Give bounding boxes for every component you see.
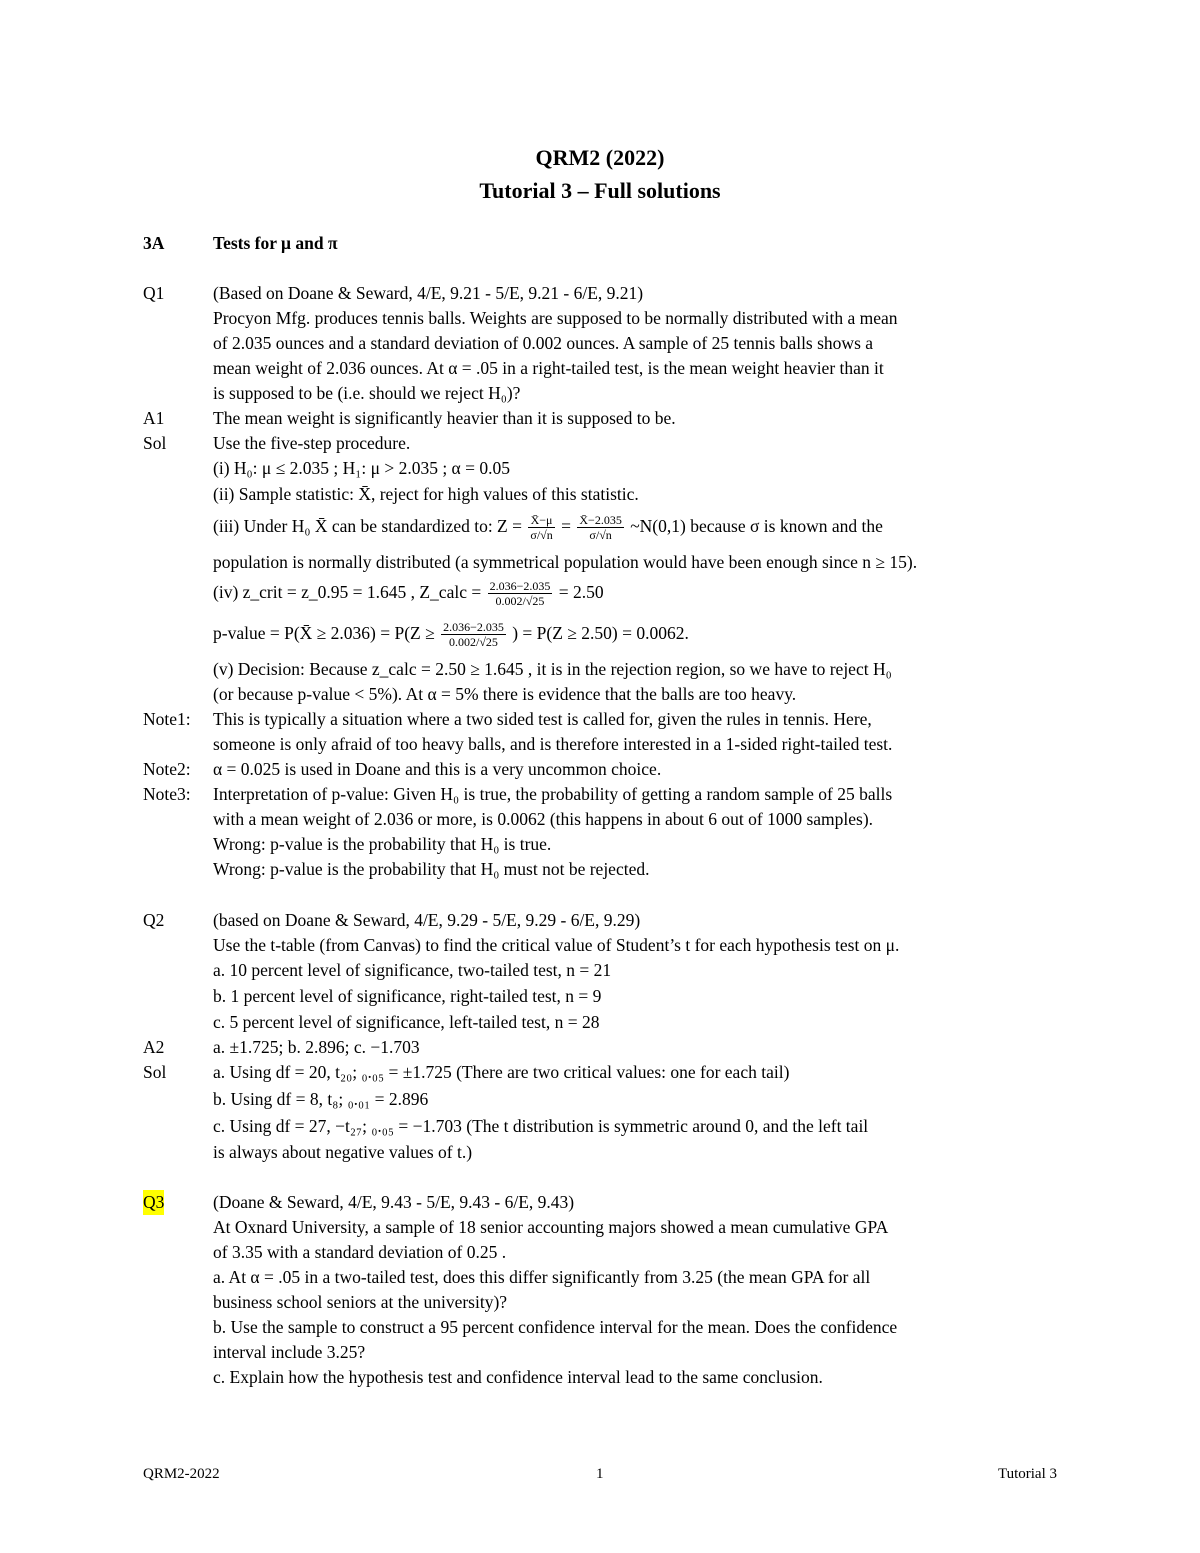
doc-title-line2: Tutorial 3 – Full solutions: [479, 178, 721, 203]
step3-fraction-2: [577, 513, 623, 542]
sol2-text-line: is always about negative values of t.): [213, 1142, 473, 1162]
q3-text-line: c. Explain how the hypothesis test and confidence interval lead to the same conclusion.: [213, 1367, 823, 1387]
footer-page-number: 1: [596, 1466, 604, 1482]
note1-text: This is typically a situation where a two sided test is called for, given the rules in tennis. Here,: [213, 709, 872, 729]
q2-text-line: c. 5 percent level of significance, left-tailed test, n = 28: [213, 1012, 600, 1032]
q1-text-line: is supposed to be (i.e. should we reject H₀)?: [213, 383, 521, 403]
fraction-numerator: X̄−μ: [528, 513, 554, 528]
sol1-step4-row: [143, 573, 1143, 613]
q2-text-line: b. 1 percent level of significance, right-tailed test, n = 9: [213, 986, 602, 1006]
q3-text-line: business school seniors at the university)?: [213, 1292, 508, 1312]
q3-text-line: a. At α = .05 in a two-tailed test, does this differ significantly from 3.25 (the mean GPA for all: [213, 1267, 871, 1287]
sol1-step2: (ii) Sample statistic: X̄, reject for high values of this statistic.: [213, 484, 639, 504]
step3-prefix: (iii) Under H₀ X̄ can be standardized to: Z =: [213, 516, 522, 536]
section-label: 3A: [143, 233, 165, 253]
sol1-step3: [213, 507, 883, 545]
step3-suffix: ~N(0,1) because σ is known and the: [630, 516, 883, 536]
note3-text: Wrong: p-value is the probability that H₀ is true.: [213, 834, 552, 854]
footer-right: Tutorial 3: [997, 1466, 1057, 1482]
q3-text-line: interval include 3.25?: [213, 1342, 366, 1362]
q2-label: Q2: [143, 910, 165, 930]
note2-label: Note2:: [143, 759, 191, 779]
step4-suffix: = 2.50: [558, 582, 604, 602]
q1-source: (Based on Doane & Seward, 4/E, 9.21 - 5/E, 9.21 - 6/E, 9.21): [213, 283, 644, 303]
sol1-pvalue: [213, 614, 689, 652]
sol2-text-line: a. Using df = 20, t₂₀; ₀.₀₅ = ±1.725 (There are two critical values: one for each tail): [213, 1062, 790, 1082]
note1-text: someone is only afraid of too heavy balls, and is therefore interested in a 1-sided right-tailed test.: [213, 734, 893, 754]
step4-prefix: (iv) z_crit = z_0.95 = 1.645 , Z_calc =: [213, 582, 482, 602]
q3-source: (Doane & Seward, 4/E, 9.43 - 5/E, 9.43 - 6/E, 9.43): [213, 1192, 575, 1212]
footer-left: QRM2-2022: [143, 1466, 220, 1482]
q3-text-line: At Oxnard University, a sample of 18 senior accounting majors showed a mean cumulative GPA: [213, 1217, 889, 1237]
note3-label: Note3:: [143, 784, 191, 804]
fraction-denominator: 0.002/√25: [449, 635, 498, 650]
sol1-step5b: (or because p-value < 5%). At α = 5% there is evidence that the balls are too heavy.: [213, 684, 797, 704]
note3-text: with a mean weight of 2.036 or more, is 0.0062 (this happens in about 6 out of 1000 samples).: [213, 809, 874, 829]
step4-fraction: [488, 579, 553, 608]
fraction-denominator: σ/√n: [589, 528, 612, 543]
note3-text: Wrong: p-value is the probability that H₀ must not be rejected.: [213, 859, 650, 879]
sol1-step3c: population is normally distributed (a symmetrical population would have been enough since n ≥ 15).: [213, 552, 918, 572]
q2-text-line: a. 10 percent level of significance, two-tailed test, n = 21: [213, 960, 612, 980]
a2-label: A2: [143, 1037, 165, 1057]
sol1-step3-row: [143, 507, 1143, 547]
q1-text-line: of 2.035 ounces and a standard deviation of 0.002 ounces. A sample of 25 tennis balls shows a: [213, 333, 874, 353]
note1-label: Note1:: [143, 709, 191, 729]
sol1-step4: [213, 573, 604, 611]
sol1-step5a: (v) Decision: Because z_calc = 2.50 ≥ 1.645 , it is in the rejection region, so we have to reject H₀: [213, 659, 892, 679]
fraction-denominator: σ/√n: [530, 528, 553, 543]
a1-text: The mean weight is significantly heavier than it is supposed to be.: [213, 408, 676, 428]
sol2-text-line: c. Using df = 27, −t₂₇; ₀.₀₅ = −1.703 (The t distribution is symmetric around 0, and the left tail: [213, 1116, 869, 1136]
fraction-denominator: 0.002/√25: [495, 594, 545, 609]
sol2-label: Sol: [143, 1062, 167, 1082]
note3-text: Interpretation of p-value: Given H₀ is true, the probability of getting a random sample of 25 balls: [213, 784, 893, 804]
q3-text-line: of 3.35 with a standard deviation of 0.25 .: [213, 1242, 507, 1262]
pvalue-fraction: [441, 620, 506, 649]
step3-equals: =: [561, 516, 572, 536]
section-title: Tests for μ and π: [213, 233, 338, 253]
step3-fraction-1: [528, 513, 554, 542]
q2-source: (based on Doane & Seward, 4/E, 9.29 - 5/E, 9.29 - 6/E, 9.29): [213, 910, 641, 930]
q1-text-line: mean weight of 2.036 ounces. At α = .05 in a right-tailed test, is the mean weight heavier than it: [213, 358, 884, 378]
note2-text: α = 0.025 is used in Doane and this is a very uncommon choice.: [213, 759, 662, 779]
a1-label: A1: [143, 408, 165, 428]
fraction-numerator: X̄−2.035: [579, 513, 622, 528]
fraction-numerator: 2.036−2.035: [443, 620, 504, 635]
pvalue-prefix: p-value = P(X̄ ≥ 2.036) = P(Z ≥: [213, 623, 435, 643]
doc-title-line1: QRM2 (2022): [535, 145, 665, 170]
q3-text-line: b. Use the sample to construct a 95 percent confidence interval for the mean. Does the confidence: [213, 1317, 898, 1337]
q1-text-line: Procyon Mfg. produces tennis balls. Weights are supposed to be normally distributed with a mean: [213, 308, 898, 328]
sol1-pvalue-row: [143, 614, 1143, 654]
a2-text: a. ±1.725; b. 2.896; c. −1.703: [213, 1037, 420, 1057]
q1-label: Q1: [143, 283, 165, 303]
q2-text-line: Use the t-table (from Canvas) to find the critical value of Student’s t for each hypothesis test on μ.: [213, 935, 900, 955]
pvalue-suffix: ) = P(Z ≥ 2.50) = 0.0062.: [512, 623, 689, 643]
sol1-intro: Use the five-step procedure.: [213, 433, 411, 453]
q3-label: Q3: [143, 1190, 164, 1215]
fraction-numerator: 2.036−2.035: [489, 579, 551, 594]
sol1-label: Sol: [143, 433, 167, 453]
sol1-step1: (i) H₀: μ ≤ 2.035 ; H₁: μ > 2.035 ; α = 0.05: [213, 458, 510, 478]
sol2-text-line: b. Using df = 8, t₈; ₀.₀₁ = 2.896: [213, 1089, 429, 1109]
